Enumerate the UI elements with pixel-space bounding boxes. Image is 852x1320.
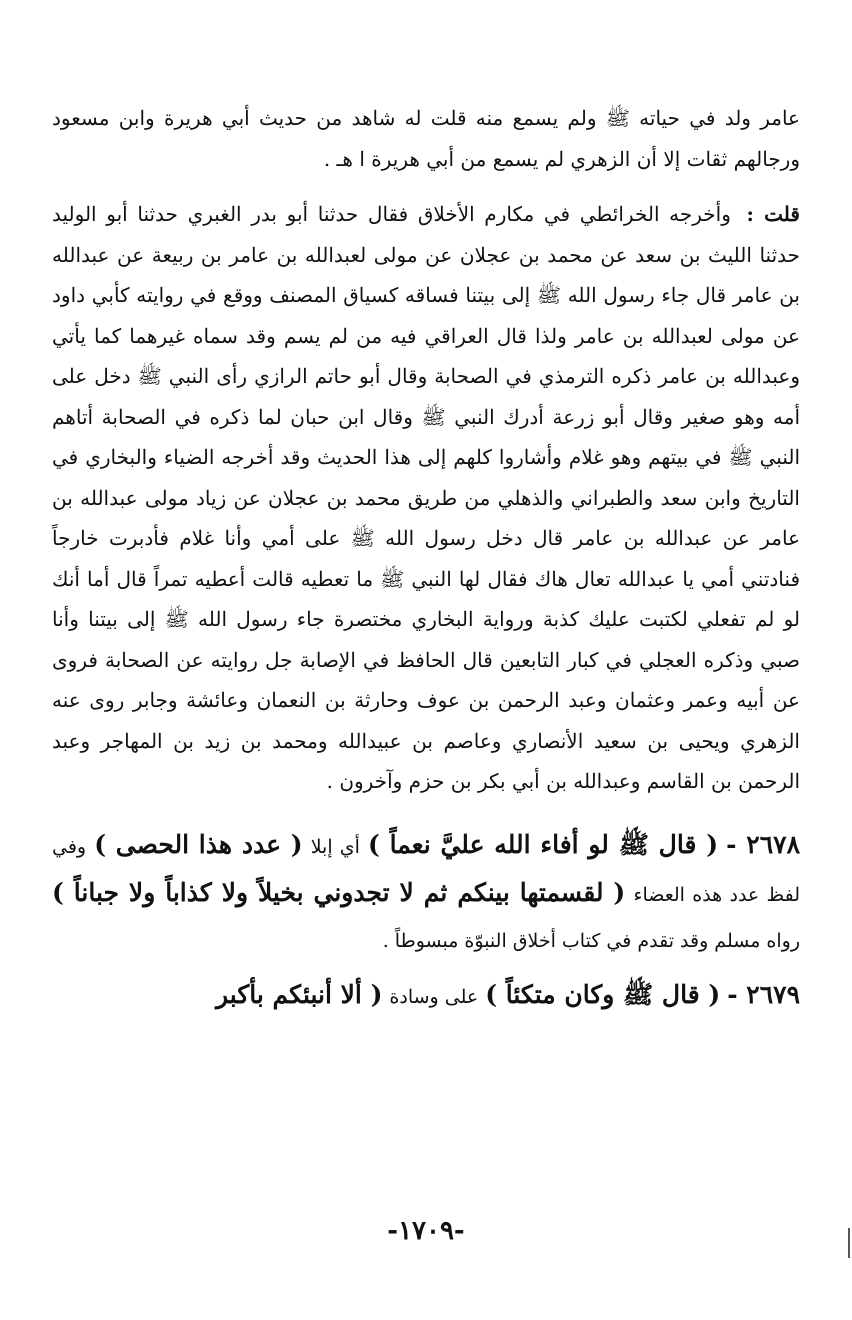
intro-text: عامر ولد في حياته ﷺ ولم يسمع منه قلت له شاهد من حديث أبي هريرة وابن مسعود ورجالهم ثقات إلا أن الزهري لم يسمع من أبي هريرة ا هـ .: [52, 106, 800, 171]
page-number: -١٧٠٩-: [387, 1216, 465, 1246]
qult-label: قلت :: [746, 202, 800, 226]
hadith-2678: [52, 822, 800, 964]
hadith-2679-matn-1: ( قال ﷺ وكان متكئاً ): [485, 979, 721, 1009]
hadith-2678-gloss-1: أي إبلا: [310, 835, 360, 858]
hadith-2678-gloss-2: وفي لفظ عدد هذه العضاء: [52, 835, 800, 906]
hadith-2678-matn-2: ( عدد هذا الحصى ): [94, 829, 303, 859]
hadith-2678-gloss-3: رواه مسلم وقد تقدم في كتاب أخلاق النبوّة مبسوطاً .: [382, 929, 800, 952]
hadith-2678-matn-1: ( قال ﷺ لو أفاء الله عليَّ نعماً ): [367, 829, 719, 859]
intro-paragraph: [52, 98, 800, 180]
scan-edge-mark: [848, 1228, 850, 1258]
hadith-2679-gloss-1: على وسادة: [389, 985, 479, 1008]
hadith-2678-matn-3: ( لقسمتها بينكم ثم لا تجدوني بخيلاً ولا كذاباً ولا جباناً ): [52, 877, 626, 907]
book-page: [52, 98, 800, 1258]
hadith-number-2679: ٢٦٧٩ -: [727, 979, 800, 1009]
commentary-text: وأخرجه الخرائطي في مكارم الأخلاق فقال حدثنا أبو بدر الغبري حدثنا أبو الوليد حدثنا الليث بن سعد عن محمد بن عجلان عن مولى لعبدالله بن عامر بن ربيعة عن عبدالله بن عامر قال جاء رسول الله ﷺ إلى بيتنا فساقه كسياق المصنف ووقع في روايته كأبي داود عن مولى لعبدالله بن عامر ولذا قال العراقي فيه من لم يسم وقد سماه غيرهما كما يأتي وعبدالله بن عامر ذكره الترمذي في الصحابة وقال أبو حاتم الرازي رأى النبي ﷺ دخل على أمه وهو صغير وقال أبو زرعة أدرك النبي ﷺ وقال ابن حبان لما ذكره في الصحابة أتاهم النبي ﷺ في بيتهم وهو غلام وأشاروا كلهم إلى هذا الحديث وقد أخرجه الضياء والبخاري في التاريخ وابن سعد والطبراني والذهلي من طريق محمد بن عجلان عن زياد مولى عبدالله بن عامر عن عبدالله بن عامر قال دخل رسول الله ﷺ على أمي وأنا غلام فأدبرت خارجاً فنادتني أمي يا عبدالله تعال هاك فقال لها النبي ﷺ ما تعطيه قالت أعطيه تمراً قال أما أنك لو لم تفعلي لكتبت عليك كذبة ورواية البخاري مختصرة جاء رسول الله ﷺ إلى بيتنا وأنا صبي وذكره العجلي في كبار التابعين قال الحافظ في الإصابة جل روايته عن الصحابة فروى عن أبيه وعمر وعثمان وعبد الرحمن بن عوف وحارثة بن النعمان وعائشة وجابر روى عنه الزهري ويحيى بن سعيد الأنصاري وعاصم بن عبيدالله ومحمد بن زيد بن المهاجر وعبد الرحمن بن القاسم وعبدالله بن أبي بكر بن حزم وآخرون .: [52, 202, 800, 793]
hadith-2679-matn-2: ( ألا أنبئكم بأكبر: [216, 979, 383, 1009]
hadith-number-2678: ٢٦٧٨ -: [726, 829, 800, 859]
commentary-paragraph: [52, 194, 800, 802]
hadith-2679: [52, 972, 800, 1020]
